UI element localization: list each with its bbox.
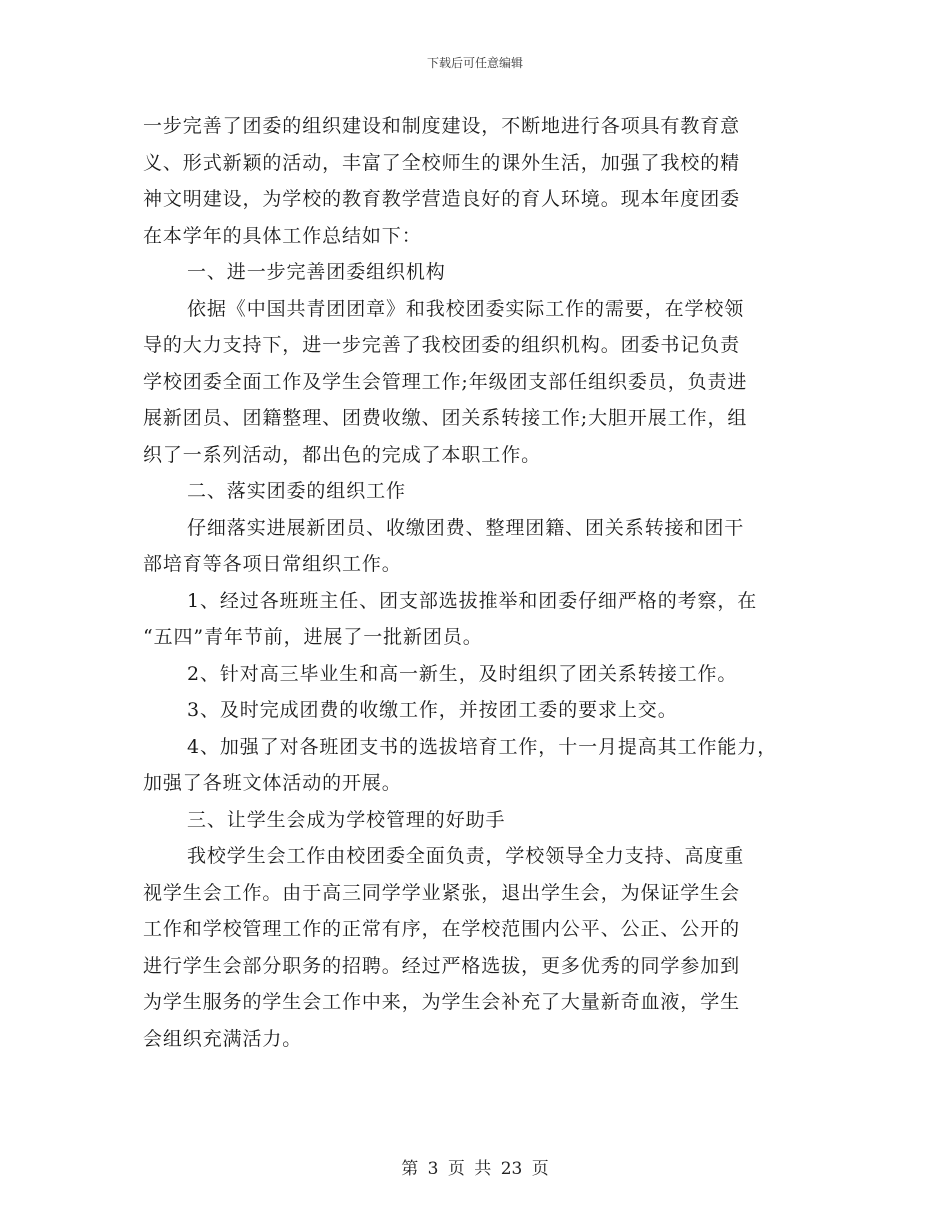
list-item: 2、针对高三毕业生和高一新生，及时组织了团关系转接工作。: [187, 662, 738, 685]
text-line: 学校团委全面工作及学生会管理工作;年级团支部任组织委员，负责进: [143, 370, 748, 393]
text-line: 仔细落实进展新团员、收缴团费、整理团籍、团关系转接和团干: [187, 516, 745, 539]
text-line: 织了一系列活动，都出色的完成了本职工作。: [143, 443, 542, 466]
document-body: [143, 108, 823, 1057]
list-item: 1、经过各班班主任、团支部选拔推举和团委仔细严格的考察，在: [187, 589, 758, 612]
text-line: 视学生会工作。由于高三同学学业紧张，退出学生会，为保证学生会: [143, 881, 741, 904]
text-line: 依据《中国共青团团章》和我校团委实际工作的需要，在学校领: [187, 297, 745, 320]
text-line: 为学生服务的学生会工作中来，为学生会补充了大量新奇血液，学生: [143, 991, 741, 1013]
section-heading: 三、让学生会成为学校管理的好助手: [187, 808, 506, 831]
text-line: 部培育等各项日常组织工作。: [143, 553, 402, 575]
text-line: 加强了各班文体活动的开展。: [143, 772, 402, 794]
text-line: 我校学生会工作由校团委全面负责，学校领导全力支持、高度重: [187, 845, 745, 867]
text-line: 展新团员、团籍整理、团费收缴、团关系转接工作;大胆开展工作，组: [143, 407, 748, 429]
text-line: 会组织充满活力。: [143, 1027, 303, 1050]
list-item: 3、及时完成团费的收缴工作，并按团工委的要求上交。: [187, 699, 678, 721]
text-line: 神文明建设，为学校的教育教学营造良好的育人环境。现本年度团委: [143, 188, 741, 210]
section-heading: 一、进一步完善团委组织机构: [187, 261, 446, 283]
text-line: 导的大力支持下，进一步完善了我校团委的组织机构。团委书记负责: [143, 334, 741, 356]
page-number-footer: 第 3 页 共 23 页: [401, 1159, 549, 1179]
text-line: “五四”青年节前，进展了一批新团员。: [143, 626, 483, 648]
text-line: 在本学年的具体工作总结如下：: [143, 224, 422, 247]
text-line: 进行学生会部分职务的招聘。经过严格选拔，更多优秀的同学参加到: [143, 954, 741, 977]
list-item: 4、加强了对各班团支书的选拔培育工作，十一月提高其工作能力，: [187, 735, 778, 758]
section-heading: 二、落实团委的组织工作: [187, 480, 406, 502]
text-line: 工作和学校管理工作的正常有序，在学校范围内公平、公正、公开的: [143, 918, 741, 940]
page-header: 下载后可任意编辑: [426, 56, 523, 70]
text-line: 义、形式新颖的活动，丰富了全校师生的课外生活，加强了我校的精: [143, 151, 741, 174]
text-line: 一步完善了团委的组织建设和制度建设，不断地进行各项具有教育意: [143, 115, 741, 137]
